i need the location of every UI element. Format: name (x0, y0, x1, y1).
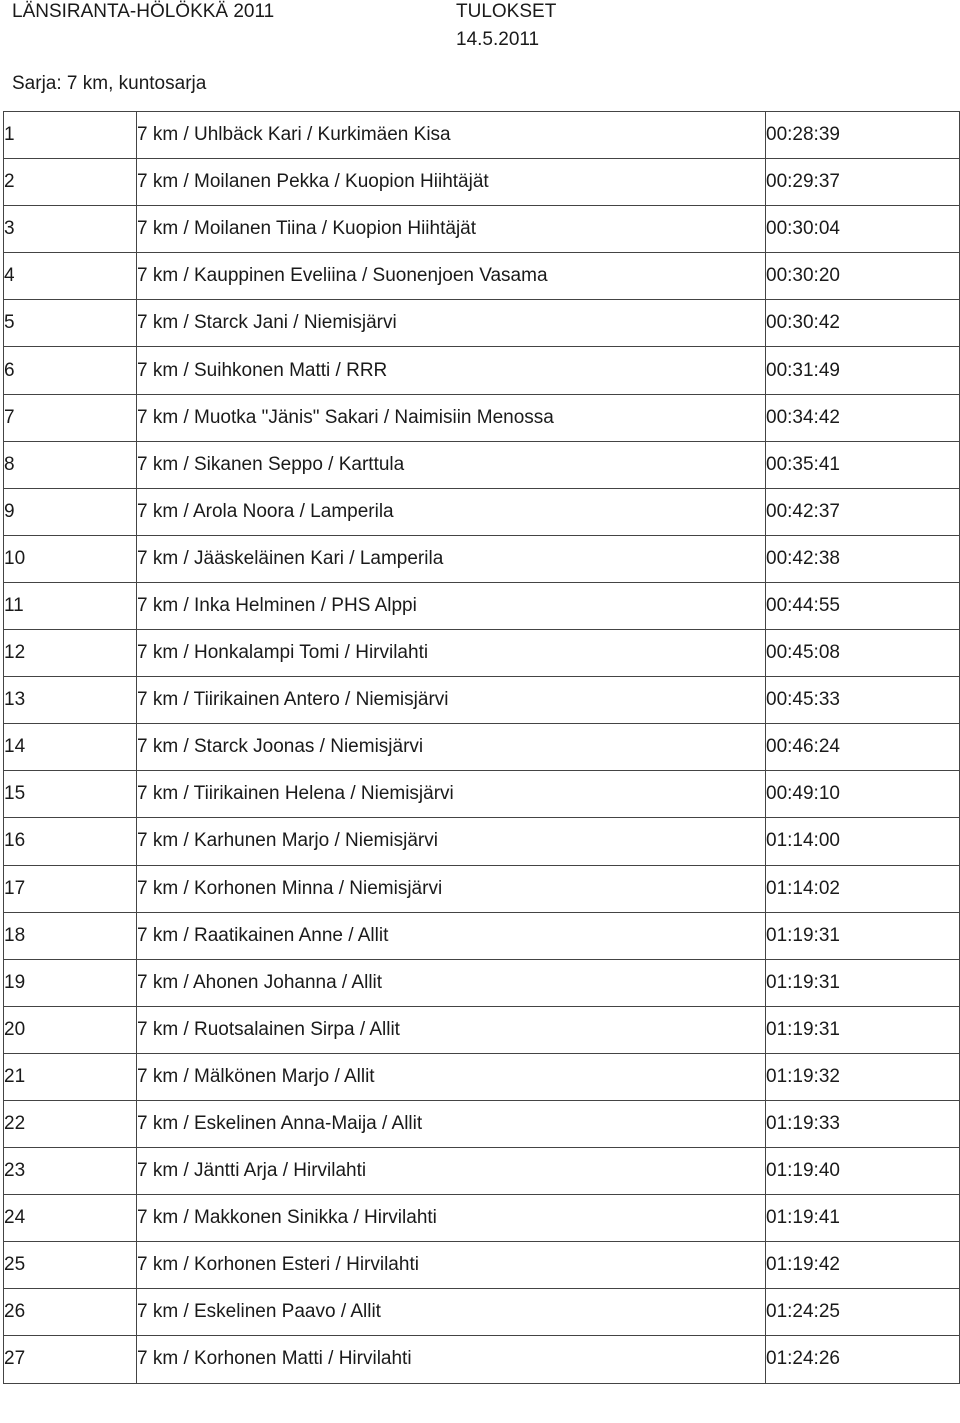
result-row (4, 535, 960, 582)
place-cell: 3 (4, 206, 137, 253)
entry-cell: 7 km / Starck Joonas / Niemisjärvi (137, 724, 766, 771)
time-cell: 01:24:26 (766, 1336, 960, 1383)
event-date: 14.5.2011 (456, 29, 540, 50)
place-cell: 7 (4, 394, 137, 441)
time-cell: 01:19:32 (766, 1053, 960, 1100)
time-cell: 01:24:25 (766, 1289, 960, 1336)
place-cell: 1 (4, 112, 137, 159)
place-cell: 12 (4, 630, 137, 677)
result-row (4, 1148, 960, 1195)
entry-cell: 7 km / Starck Jani / Niemisjärvi (137, 300, 766, 347)
result-row (4, 1195, 960, 1242)
place-cell: 23 (4, 1148, 137, 1195)
entry-cell: 7 km / Jäntti Arja / Hirvilahti (137, 1148, 766, 1195)
entry-cell: 7 km / Karhunen Marjo / Niemisjärvi (137, 818, 766, 865)
time-cell: 00:30:04 (766, 206, 960, 253)
time-cell: 01:19:31 (766, 959, 960, 1006)
place-cell: 14 (4, 724, 137, 771)
place-cell: 21 (4, 1053, 137, 1100)
time-cell: 00:42:38 (766, 535, 960, 582)
time-cell: 01:19:41 (766, 1195, 960, 1242)
place-cell: 19 (4, 959, 137, 1006)
entry-cell: 7 km / Sikanen Seppo / Karttula (137, 441, 766, 488)
place-cell: 4 (4, 253, 137, 300)
entry-cell: 7 km / Tiirikainen Antero / Niemisjärvi (137, 677, 766, 724)
event-title: LÄNSIRANTA-HÖLÖKKÄ 2011 (12, 1, 275, 22)
entry-cell: 7 km / Suihkonen Matti / RRR (137, 347, 766, 394)
result-row (4, 912, 960, 959)
time-cell: 00:35:41 (766, 441, 960, 488)
result-row (4, 253, 960, 300)
time-cell: 01:19:40 (766, 1148, 960, 1195)
entry-cell: 7 km / Korhonen Matti / Hirvilahti (137, 1336, 766, 1383)
place-cell: 25 (4, 1242, 137, 1289)
result-row (4, 347, 960, 394)
time-cell: 00:30:42 (766, 300, 960, 347)
place-cell: 15 (4, 771, 137, 818)
place-cell: 16 (4, 818, 137, 865)
result-row (4, 1100, 960, 1147)
place-cell: 9 (4, 488, 137, 535)
result-row (4, 724, 960, 771)
entry-cell: 7 km / Honkalampi Tomi / Hirvilahti (137, 630, 766, 677)
place-cell: 6 (4, 347, 137, 394)
result-row (4, 959, 960, 1006)
result-row (4, 206, 960, 253)
entry-cell: 7 km / Kauppinen Eveliina / Suonenjoen Vasama (137, 253, 766, 300)
time-cell: 00:49:10 (766, 771, 960, 818)
entry-cell: 7 km / Makkonen Sinikka / Hirvilahti (137, 1195, 766, 1242)
result-row (4, 1336, 960, 1383)
result-row (4, 441, 960, 488)
entry-cell: 7 km / Arola Noora / Lamperila (137, 488, 766, 535)
series-label: Sarja: 7 km, kuntosarja (12, 73, 207, 94)
entry-cell: 7 km / Eskelinen Paavo / Allit (137, 1289, 766, 1336)
entry-cell: 7 km / Ahonen Johanna / Allit (137, 959, 766, 1006)
place-cell: 24 (4, 1195, 137, 1242)
time-cell: 00:45:08 (766, 630, 960, 677)
time-cell: 00:46:24 (766, 724, 960, 771)
time-cell: 00:29:37 (766, 159, 960, 206)
result-row (4, 1053, 960, 1100)
result-row (4, 1006, 960, 1053)
time-cell: 00:28:39 (766, 112, 960, 159)
entry-cell: 7 km / Eskelinen Anna-Maija / Allit (137, 1100, 766, 1147)
entry-cell: 7 km / Tiirikainen Helena / Niemisjärvi (137, 771, 766, 818)
place-cell: 26 (4, 1289, 137, 1336)
entry-cell: 7 km / Muotka "Jänis" Sakari / Naimisiin Menossa (137, 394, 766, 441)
time-cell: 00:31:49 (766, 347, 960, 394)
result-row (4, 112, 960, 159)
entry-cell: 7 km / Raatikainen Anne / Allit (137, 912, 766, 959)
time-cell: 00:34:42 (766, 394, 960, 441)
time-cell: 00:44:55 (766, 582, 960, 629)
place-cell: 18 (4, 912, 137, 959)
result-row (4, 159, 960, 206)
place-cell: 22 (4, 1100, 137, 1147)
result-row (4, 394, 960, 441)
entry-cell: 7 km / Moilanen Pekka / Kuopion Hiihtäjät (137, 159, 766, 206)
result-row (4, 582, 960, 629)
result-row (4, 1289, 960, 1336)
place-cell: 17 (4, 865, 137, 912)
place-cell: 2 (4, 159, 137, 206)
time-cell: 01:19:42 (766, 1242, 960, 1289)
result-row (4, 488, 960, 535)
result-row (4, 1242, 960, 1289)
results-table-body (4, 112, 960, 1384)
place-cell: 27 (4, 1336, 137, 1383)
entry-cell: 7 km / Korhonen Minna / Niemisjärvi (137, 865, 766, 912)
results-label: TULOKSET (456, 1, 557, 22)
place-cell: 8 (4, 441, 137, 488)
place-cell: 13 (4, 677, 137, 724)
time-cell: 01:14:00 (766, 818, 960, 865)
place-cell: 11 (4, 582, 137, 629)
entry-cell: 7 km / Inka Helminen / PHS Alppi (137, 582, 766, 629)
time-cell: 00:30:20 (766, 253, 960, 300)
entry-cell: 7 km / Jääskeläinen Kari / Lamperila (137, 535, 766, 582)
result-row (4, 771, 960, 818)
result-row (4, 865, 960, 912)
entry-cell: 7 km / Moilanen Tiina / Kuopion Hiihtäjät (137, 206, 766, 253)
entry-cell: 7 km / Uhlbäck Kari / Kurkimäen Kisa (137, 112, 766, 159)
time-cell: 00:42:37 (766, 488, 960, 535)
result-row (4, 630, 960, 677)
result-row (4, 818, 960, 865)
entry-cell: 7 km / Korhonen Esteri / Hirvilahti (137, 1242, 766, 1289)
result-row (4, 677, 960, 724)
place-cell: 5 (4, 300, 137, 347)
time-cell: 01:19:33 (766, 1100, 960, 1147)
time-cell: 01:14:02 (766, 865, 960, 912)
entry-cell: 7 km / Ruotsalainen Sirpa / Allit (137, 1006, 766, 1053)
time-cell: 01:19:31 (766, 912, 960, 959)
time-cell: 00:45:33 (766, 677, 960, 724)
place-cell: 10 (4, 535, 137, 582)
place-cell: 20 (4, 1006, 137, 1053)
entry-cell: 7 km / Mälkönen Marjo / Allit (137, 1053, 766, 1100)
results-table (3, 111, 960, 1384)
time-cell: 01:19:31 (766, 1006, 960, 1053)
result-row (4, 300, 960, 347)
